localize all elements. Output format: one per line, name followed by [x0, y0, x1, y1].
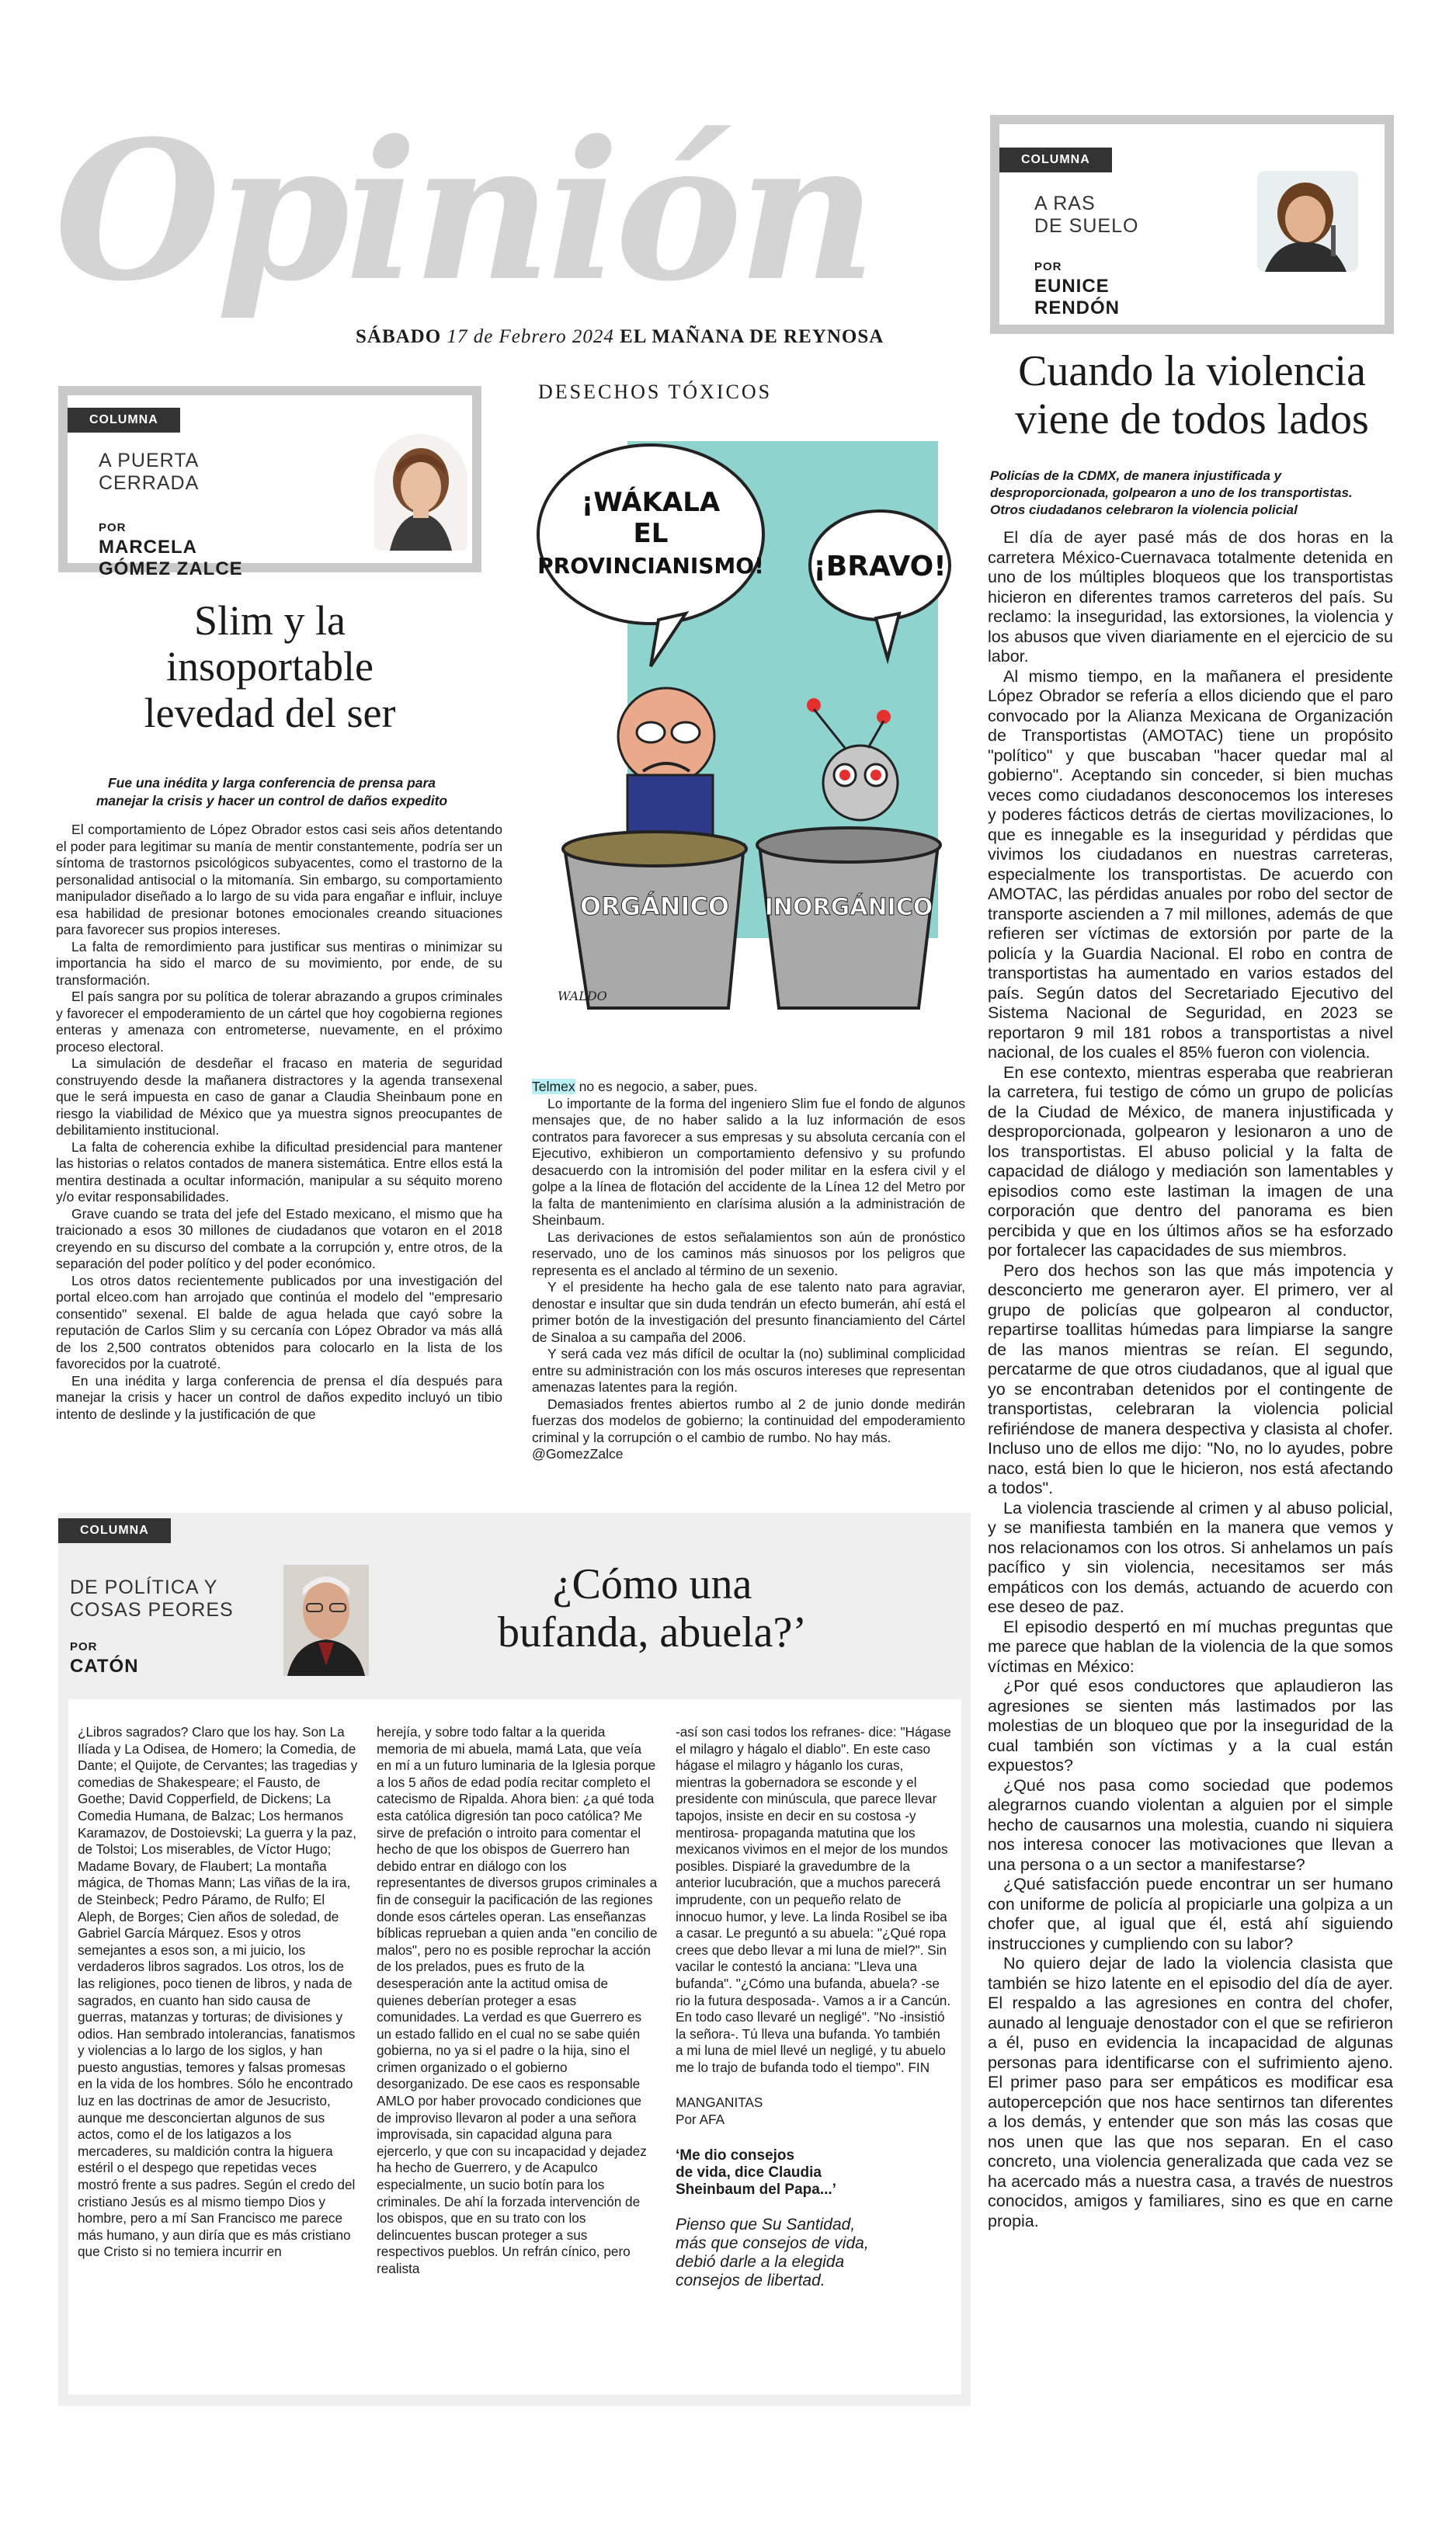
- paragraph: La violencia trasciende al crimen y al abuso policial, y se manifiesta también en la manera que vemos y nos relacionamos con los otros. Si anhelamos un país pacífico y sin violencia, necesitamos ser más empáticos con los demás, actuando de acuerdo con ese deseo de paz.: [988, 1498, 1393, 1616]
- paragraph: No quiero dejar de lado la violencia clasista que también se hizo latente en el episodio del día de ayer. El respaldo a las agresiones en contra del chofer, aunado al lenguaje denostador con el que se refirieron a él, puso en evidencia la incapacidad de algunas personas para identificarse con el sufrimiento ajeno. El primer paso para ser empáticos es modificar esa autopercepción que nos hace sentirnos tan diferentes a los demás, y entender que son más las cosas que nos unen que las que nos separan. En el caso concreto, una violencia generalizada que cada vez se ha acercado más a nuestra casa, a través de nuestros conocidos, amigos y familiares, sino es que en carne propia.: [988, 1954, 1393, 2230]
- column-box-left: [58, 386, 481, 579]
- dateline-day: SÁBADO: [356, 326, 442, 347]
- kicker-line-2: CERRADA: [99, 471, 200, 494]
- headline-line-1: ¿Cómo una: [552, 1560, 752, 1608]
- byline-por: POR: [1034, 260, 1062, 273]
- paragraph: En una inédita y larga conferencia de prensa el día después para manejar la crisis y hacer un control de daños expedito incluyó un tibio intento de deslinde y la justificación de que: [56, 1372, 502, 1422]
- headline-line-2: bufanda, abuela?’: [498, 1608, 807, 1657]
- paragraph: El episodio despertó en mí muchas preguntas que me parece que hablan de la violencia de la que somos víctimas en México:: [988, 1617, 1393, 1676]
- paragraph: ¿Libros sagrados? Claro que los hay. Son La Ilíada y La Odisea, de Homero; la Comedia, de Dante; el Quijote, de Cervantes; las tragedias y comedias de Shakespeare; el Fausto, de Goethe; David Copperfield, de Dickens; La Comedia Humana, de Balzac; Los hermanos Karamazov, de Dostoievski; La guerra y la paz, de Tolstoi; Los miserables, de Víctor Hugo; Madame Bovary, de Flaubert; La montaña mágica, de Thomas Mann; Las viñas de la ira, de Steinbeck; Pedro Páramo, de Rulfo; El Aleph, de Borges; Cien años de soledad, de Gabriel García Márquez. Esos y otros semejantes a esos son, a mi juicio, los verdaderos libros sagrados. Los otros, los de las religiones, poco tienen de libros, y nada de sagrados, en cuanto han sido causa de guerras, matanzas y torturas; de divisiones y odios. Han sembrado intolerancias, fanatismos y violencias a lo largo de los siglos, y han puesto angustias, temores y falsas promesas en la vida de los hombres. Sólo he encontrado luz en las doctrinas de amor de Jesucristo, aunque me desconciertan algunos de sus actos, como el de los latigazos a los mercaderes, su maldición contra la higuera estéril o el despego que repetidas veces mostró frente a sus padres. Según el credo del cristiano Jesús es al mismo tiempo Dios y hombre, pero a mí San Francisco me parece más humano, y aun diría que es más cristiano que Cristo si no temiera incurrir en: [78, 1724, 358, 2260]
- headline-left: [58, 598, 481, 736]
- quote-line-1: ‘Me dio consejos: [676, 2147, 795, 2164]
- byline-por: POR: [70, 1640, 98, 1653]
- paragraph: Y será cada vez más difícil de ocultar la (no) subliminal complicidad entre su administración con los más oscuros intereses que representan amenazas latentes para la región.: [532, 1346, 965, 1395]
- paragraph: Pero dos hechos son las que más impotencia y desconcierto me generaron ayer. El primero, ver al grupo de policías que golpearon al conductor, repartirse toallitas húmedas para limpiarse la sangre de las manos mientras se reían. El segundo, percatarme de que otros ciudadanos, que al igual que yo se encontraban detenidos por el contingente de transportistas, celebraran la violencia policial refiriéndose de manera despectiva y clasista al chofer. Incluso uno de ellos me dijo: "No, no lo ayudes, pobre naco, está bien lo que le hicieron, nos está afectando a todos".: [988, 1260, 1393, 1497]
- deck-line-1: Fue una inédita y larga conferencia de prensa para: [107, 775, 436, 791]
- manganitas-label: MANGANITAS: [676, 2095, 763, 2111]
- author-line-2: GÓMEZ ZALCE: [99, 558, 243, 579]
- paragraph: Lo importante de la forma del ingeniero Slim fue el fondo de algunos mensajes que, de no haber salido a la luz información de esos contratos para favorecer a sus empresas y su absoluta cercanía con el Ejecutivo, exhibieron un comportamiento defensivo y su profundo desacuerdo con la intromisión del poder militar en la esfera civil y el golpe a la línea de flotación del accidente de la Línea 12 del Metro por la falta de mantenimiento en clarísima alusión a la administración de Sheinbaum.: [532, 1095, 965, 1228]
- headline-line-2: viene de todos lados: [1015, 395, 1369, 443]
- cartoon-illustration: [534, 410, 965, 1031]
- article-body-middle: [532, 1079, 965, 1463]
- article-body-right: [988, 528, 1393, 2231]
- column-box-right: [990, 115, 1394, 334]
- kicker-line-1: A RAS: [1034, 193, 1096, 214]
- paragraph: Y el presidente ha hecho gala de ese talento nato para agraviar, denostar e insultar que sin duda tendrán un efecto bumerán, ahí está el primer botón de la investigación del presunto financiamiento del Cártel de Sinaloa a su campaña del 2006.: [532, 1279, 965, 1345]
- deck-left: [54, 774, 489, 810]
- bin-right-label: INORGÁNICO: [764, 894, 933, 921]
- byline-author: CATÓN: [70, 1656, 139, 1677]
- author-line-1: MARCELA: [99, 537, 197, 558]
- kicker-line-2: DE SUELO: [1034, 214, 1139, 237]
- column-kicker: [70, 1577, 234, 1622]
- paragraph: Al mismo tiempo, en la mañanera el presidente López Obrador se refería a ellos diciendo que el paro convocado por la Alianza Mexicana de Organización de Transportistas (AMOTAC) tiene un propósito "político" y que buscaban "hacer quedar mal al gobierno". Aceptando sin conceder, si bien muchas veces como ciudadanos desconocemos los intereses y poderes fácticos detrás de ciertas movilizaciones, lo que es innegable es la inseguridad y pérdidas que vivimos los ciudadanos en nuestras carreteras, especialmente los transportistas. De acuerdo con AMOTAC, las pérdidas anuales por robo del sector de transporte ascienden a 7 mil millones, además de que refieren ser víctimas de extorsión por parte de la policía y la Guardia Nacional. El robo en contra de transportistas ha aumentado en varios estados del país. Según datos del Secretariado Ejecutivo del Sistema Nacional de Seguridad, en 2023 se reportaron 9 mil 181 robos a transportistas a nivel nacional, de los cuales el 85% fueron con violencia.: [988, 666, 1393, 1062]
- bubble-left-line-1: ¡WÁKALA: [581, 487, 721, 518]
- verse-line-1: Pienso que Su Santidad,: [676, 2215, 856, 2234]
- quote-line-3: Sheinbaum del Papa...’: [676, 2181, 836, 2198]
- dateline-paper: EL MAÑANA DE REYNOSA: [620, 326, 884, 347]
- headline-line-1: Slim y la: [193, 597, 346, 644]
- author-line-1: EUNICE: [1034, 276, 1110, 297]
- article-body-left: [56, 822, 502, 1423]
- masthead-title: Opinión: [54, 99, 872, 324]
- deck-line-2: manejar la crisis y hacer un control de daños expedito: [96, 792, 448, 808]
- deck-right: Policías de la CDMX, de manera injustificada y desproporcionada, golpearon a uno de los transportistas. Otros ciudadanos celebraron la violencia policial: [990, 468, 1353, 518]
- column-kicker: [99, 450, 199, 495]
- kicker-line-2: COSAS PEORES: [70, 1598, 234, 1621]
- paragraph: La falta de remordimiento para justificar sus mentiras o minimizar su importancia ha sido el marco de su movimiento, por ende, de su transformación.: [56, 938, 502, 988]
- byline-author: [1034, 276, 1120, 318]
- kicker-line-1: A PUERTA: [99, 450, 200, 471]
- author-line-2: RENDÓN: [1034, 297, 1121, 318]
- author-handle[interactable]: @GomezZalce: [532, 1446, 624, 1462]
- paragraph: ¿Qué satisfacción puede encontrar un ser humano con uniforme de policía al propiciarle una golpiza a un chofer que, al igual que él, está ahí siguiendo instrucciones y cumpliendo con su labor?: [988, 1875, 1393, 1953]
- paragraph: ¿Qué nos pasa como sociedad que podemos alegrarnos cuando violentan a alguien por el simple hecho de causarnos una molestia, cuando ni siquiera nos interesa conocer las motivaciones que llevan a una persona o a un sector a manifestarse?: [988, 1775, 1393, 1874]
- byline-por: POR: [99, 521, 127, 534]
- quote-line-2: de vida, dice Claudia: [676, 2164, 822, 2181]
- caton-col-3: [676, 1724, 951, 2290]
- paragraph: El país sangra por su política de tolerar abrazando a grupos criminales y favorecer el empoderamiento de un cártel que hoy cogobierna regiones enteras y amenaza con entrometerse, nuevamente, en el próximo proceso electoral.: [56, 989, 502, 1055]
- column-label: COLUMNA: [999, 148, 1112, 172]
- headline-line-1: Cuando la violencia: [1018, 347, 1366, 395]
- headline-right: [978, 348, 1406, 443]
- verse-line-4: consejos de libertad.: [676, 2271, 825, 2289]
- manganitas-quote: [676, 2147, 951, 2199]
- author-photo: [1257, 171, 1358, 272]
- manganitas-byline: Por AFA: [676, 2112, 725, 2128]
- cartoon-signature: WALDO: [558, 989, 607, 1003]
- headline-caton: [435, 1561, 870, 1657]
- paragraph: La simulación de desdeñar el fracaso en materia de seguridad construyendo desde la mañanera distractores y la agenda transexenal que le será impuesta en caso de ganar a Claudia Sheinbaum pone en riesgo la viabilidad de México que ya muestra signos preocupantes de debilitamiento institucional.: [56, 1055, 502, 1138]
- paragraph: Los otros datos recientemente publicados por una investigación del portal elceo.com han arrojado que continúa el modelo del "empresario consentido" sexenal. El balde de agua helada que cayó sobre la reputación de Carlos Slim y su cercanía con López Obrador va más allá de los 2,500 contratos obtenidos para colocarlo en la lista de los favorecidos por la cuatroté.: [56, 1272, 502, 1372]
- paragraph: ¿Por qué esos conductores que aplaudieron las agresiones se sienten más lastimados por las molestias de un bloqueo que por la inseguridad de la cual también son víctimas y a la cual están expuestos?: [988, 1677, 1393, 1775]
- author-photo: [374, 434, 467, 551]
- dateline: [356, 326, 884, 348]
- paragraph: En ese contexto, mientras esperaba que reabrieran la carretera, fui testigo de cómo un grupo de policías de la Ciudad de México, de manera injustificada y desproporcionada, golpearon y lesionaron a uno de los transportistas. El abuso policial y la falta de capacidad de diálogo y mediación son lamentables y episodios como este lastiman la imagen de una corporación que dentro del panorama es bien percibida y que en los últimos años se ha esforzado por fortalecer las capacidades de sus miembros.: [988, 1062, 1393, 1260]
- bubble-left-line-2: EL: [633, 518, 669, 549]
- paragraph-lead: [532, 1079, 965, 1096]
- bin-left-label: ORGÁNICO: [579, 892, 730, 921]
- paragraph: Demasiados frentes abiertos rumbo al 2 de junio donde medirán fuerzas dos modelos de gobierno; la continuidad del empoderamiento criminal y la corrupción o el cambio de rumbo. No hay más.: [532, 1396, 965, 1445]
- paragraph: herejía, y sobre todo faltar a la querida memoria de mi abuela, mamá Lata, que veía en mí a un futuro luminaria de la Iglesia porque a los 5 años de edad podía recitar completo el catecismo de Ripalda. Ahora bien: ¿a qué toda esta católica digresión tan poco católica? Me sirve de prefación o introito para comentar el hecho de que los obispos de Guerrero han debido entrar en diálogo con los representantes de diversos grupos criminales a fin de conseguir la pacificación de las regiones donde esos cárteles operan. Las enseñanzas bíblicas reprueban a quien anda "en concilio de malos", pero no es posible reprochar la acción de los prelados, pues es fruto de la desesperación ante la actitud omisa de quienes deberían proteger a esas comunidades. La verdad es que Guerrero es un estado fallido en el cual no se sabe quién gobierna, no ya si el padre o la hija, sino el crimen organizado o el gobierno desorganizado. De ese caos es responsable AMLO por haber provocado condiciones que de improviso llevaron al poder a una señora improvisada, sin capacidad alguna para ejercerlo, y que con su incapacidad y dejadez ha hecho de Guerrero, y de Acapulco especialmente, un sucio botín para los criminales. De ahí la forzada intervención de los obispos, que en su trato con los delincuentes buscan proteger a sus respectivos pueblos. Un refrán cínico, pero realista: [377, 1724, 658, 2276]
- paragraph: -así son casi todos los refranes- dice: "Hágase el milagro y hágalo el diablo". En este caso hágase el milagro y háganlo los curas, mientras la gobernadora se esconde y el presidente con minúscula, que parece llevar tapojos, insiste en decir en su costosa -y mentirosa- propaganda matutina que los mexicanos vivimos en el mejor de los mundos posibles. Dispiaré la gravedumbre de la anterior lucubración, que a muchos parecerá imprudente, con un pequeño relato de innocuo humor, y leve. La linda Rosibel se iba a casar. Le preguntó a su abuela: "¿Qué ropa crees que debo llevar a mi luna de miel?". Sin vacilar le contestó la anciana: "Lleva una bufanda". "¿Cómo una bufanda, abuela? -se rio la futura desposada-. Vamos a ir a Cancún. En todo caso llevaré un negligé". "No -insistió la señora-. Tú lleva una bufanda. Yo también a mi luna de miel llevé un negligé, y tu abuelo me lo trajo de bufanda todo el tiempo". FIN: [676, 1724, 951, 2075]
- column-kicker: [1034, 193, 1138, 238]
- cartoon-title: DESECHOS TÓXICOS: [538, 381, 773, 403]
- dateline-date: 17 de Febrero 2024: [447, 326, 614, 347]
- column-label: COLUMNA: [58, 1518, 171, 1543]
- author-photo: [283, 1565, 369, 1676]
- byline-author: [99, 537, 243, 579]
- highlight-telmex: Telmex: [532, 1079, 575, 1094]
- verse-line-3: debió darle a la elegida: [676, 2252, 845, 2271]
- verse-line-2: más que consejos de vida,: [676, 2234, 869, 2252]
- bubble-right: ¡BRAVO!: [813, 551, 947, 582]
- caton-col-2: [377, 1724, 658, 2278]
- paragraph: La falta de coherencia exhibe la dificultad presidencial para mantener las historias o relatos contados de manera sistemática. Entre ellos está la mentira destinada a ocultar información, manipular a su séquito moreno y/o evitar responsabilidades.: [56, 1139, 502, 1205]
- bubble-left-line-3: PROVINCIANISMO!: [537, 553, 764, 579]
- headline-line-2: insoportable: [166, 643, 374, 690]
- kicker-line-1: DE POLÍTICA Y: [70, 1577, 218, 1598]
- column-label: COLUMNA: [68, 408, 180, 433]
- paragraph: Grave cuando se trata del jefe del Estado mexicano, el mismo que ha traicionado a esos 30 millones de ciudadanos que votaron en el 2018 creyendo en su discurso del combate a la corrupción y, entre otros, de la separación del poder político y del poder económico.: [56, 1205, 502, 1271]
- caton-col-1: [78, 1724, 359, 2261]
- manganitas-verse: [676, 2216, 951, 2290]
- paragraph: El comportamiento de López Obrador estos casi seis años detentando el poder para legitimar su manía de mentir constantemente, podría ser un síntoma de trastornos psicológicos subyacentes, como el trastorno de la personalidad antisocial o la mitomanía. Sin embargo, su comportamiento manipulador diseñado a lo largo de su vida para engañar e influir, incluye esa habilidad de presionar botones emocionales creando situaciones para favorecer sus propios intereses.: [56, 822, 502, 937]
- paragraph: Las derivaciones de estos señalamientos son aún de pronóstico reservado, uno de los caminos más sinuosos por los peligros que representa es el anclado al término de un sexenio.: [532, 1229, 965, 1278]
- lead-rest: no es negocio, a saber, pues.: [575, 1079, 758, 1094]
- headline-line-3: levedad del ser: [144, 689, 396, 736]
- paragraph: El día de ayer pasé más de dos horas en la carretera México-Cuernavaca totalmente detenida en uno de los múltiples bloqueos que los transportistas hicieron en diferentes tramos carreteros del país. Su reclamo: la inseguridad, las extorsiones, la violencia y los abusos que viven diariamente en el ejercicio de su labor.: [988, 528, 1393, 666]
